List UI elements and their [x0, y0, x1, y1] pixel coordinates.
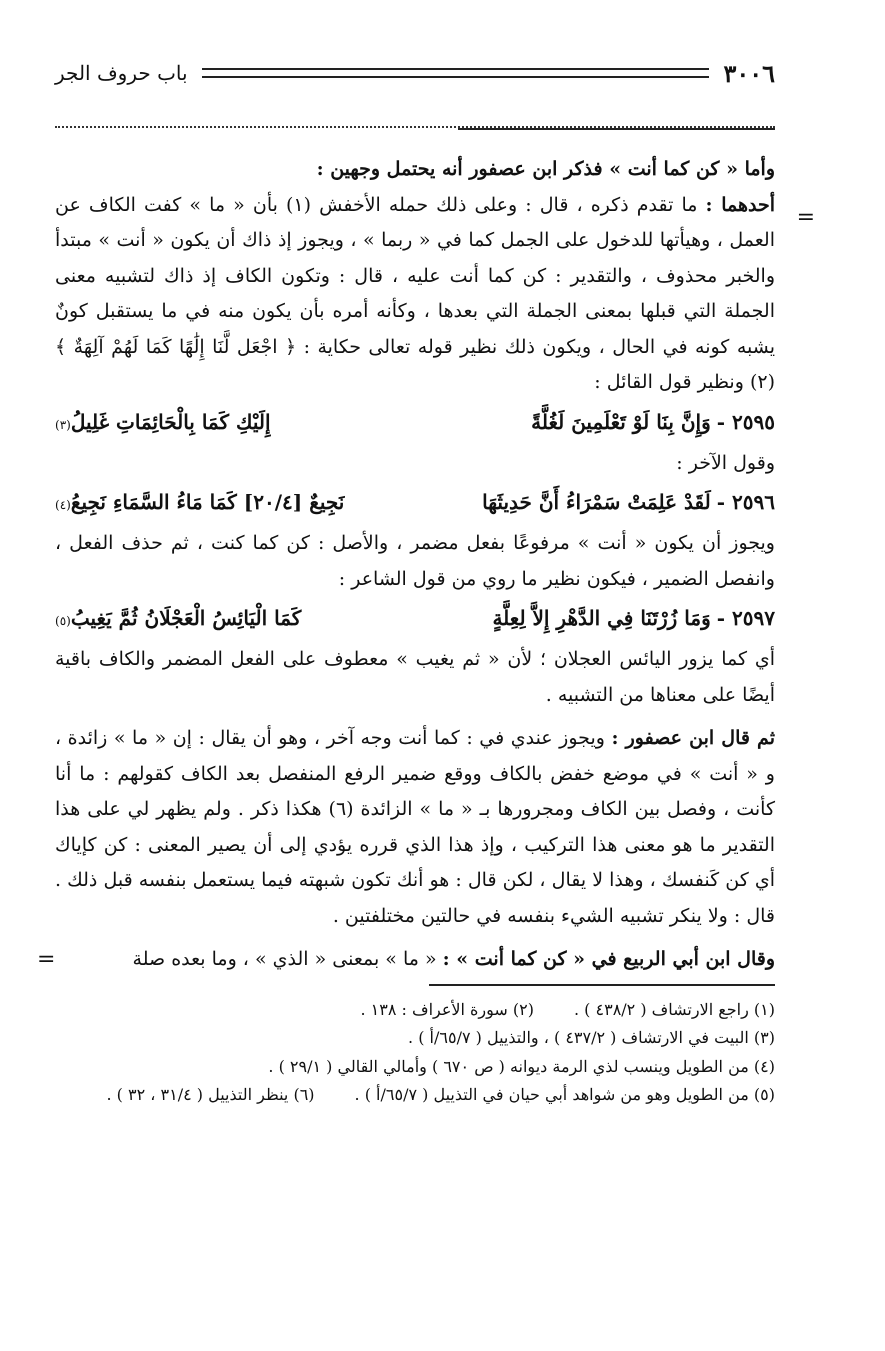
page-number: ٣٠٠٦ — [723, 58, 775, 88]
verse-footnote-ref: (٤) — [55, 498, 71, 512]
paragraph-gap — [55, 713, 775, 721]
paragraph-gap — [55, 934, 775, 942]
verse-first-hemistich: وَمَا زُرْتَنَا فِي الدَّهْرِ إِلاَّ لِعِلَّةٍ — [492, 606, 711, 630]
page-header — [55, 52, 775, 94]
verse-footnote-ref: (٥) — [55, 614, 71, 628]
document-page — [37, 52, 815, 1110]
dotted-separator — [55, 106, 775, 128]
chapter-title: باب حروف الجر — [55, 61, 188, 85]
ibn-usfur-lead: ثم قال ابن عصفور : — [611, 727, 775, 749]
other-saying-text: وقول الآخر : — [676, 451, 775, 474]
paragraph-second-view — [55, 526, 775, 597]
explanation-text: أي كما يزور اليائس العجلان ؛ لأن « ثم يغيب » معطوف على الفعل المضمر والكاف باقية أيضًا على معناها من التشبيه . — [55, 648, 775, 706]
footnote-row — [55, 996, 775, 1025]
first-view-text: ما تقدم ذكره ، قال : وعلى ذلك حمله الأخفش (١) بأن « ما » كفت الكاف عن العمل ، وهيأتها للدخول على الجمل كما في « ربما » ، ويجوز إذ ذاك أن يكون « أنت » مبتدأ والخبر محذوف ، والتقدير : كن كما أنت عليه ، قال : وتكون الكاف إذ ذاك لتشبيه معنى الجملة التي قبلها بمعنى الجملة التي بعدها ، وكأنه أمره بأن يكون منه في ما يستقبل كونٌ يشبه كونه في الحال ، ويكون ذلك نظير قوله تعالى حكاية : ﴿ اجْعَل لَّنَا إِلَٰهًا كَمَا لَهُمْ آلِهَةٌ ﴾ (٢) ونظير قول القائل : — [55, 193, 775, 393]
paragraph-intro-lead: وأما « كن كما أنت » فذكر ابن عصفور أنه يحتمل وجهين : — [316, 158, 775, 180]
verse-footnote-ref: (٣) — [55, 417, 71, 432]
footnote-6: (٦) ينظر التذييل ( ٣١/٤ ، ٣٢ ) . — [106, 1085, 315, 1104]
verse-2597 — [55, 599, 775, 640]
footnote-3: (٣) البيت في الارتشاف ( ٤٣٧/٢ ) ، والتذييل ( ٦٥/٧/أ ) . — [408, 1028, 775, 1047]
footnotes — [55, 996, 775, 1110]
continuation-mark-bottom: = — [37, 947, 56, 972]
second-view-text: ويجوز أن يكون « أنت » مرفوعًا بفعل مضمر ، والأصل : كن كما كنت ، ثم حذف الفعل ، وانفصل الضمير ، فيكون نظير ما روي من قول الشاعر : — [55, 532, 775, 590]
footnote-5: (٥) من الطويل وهو من شواهد أبي حيان في التذييل ( ٦٥/٧/أ ) . — [354, 1085, 775, 1104]
paragraph-other-saying — [55, 446, 775, 482]
verse-2595 — [55, 403, 775, 444]
separator-rule — [458, 128, 775, 130]
paragraph-explanation — [55, 642, 775, 713]
paragraph-first-view — [55, 188, 775, 401]
footnote-4: (٤) من الطويل وينسب لذي الرمة ديوانه ( ص ٦٧٠ ) وأمالي القالي ( ٢٩/١ ) . — [268, 1056, 775, 1076]
footnote-rule — [429, 984, 775, 986]
verse-first-hemistich: وَإِنَّ بِنَا لَوْ تَعْلَمِينَ لَغُلَّةً — [531, 409, 711, 434]
ibn-usfur-text: ويجوز عندي في : كما أنت وجه آخر ، وهو أن يقال : إن « ما » زائدة ، و « أنت » في موضع خفض بالكاف ووقع ضمير الرفع المنفصل بعد الكاف كقولهم : ما أنا كأنت ، وفصل بين الكاف ومجرورها بـ « ما » الزائدة (٦) هكذا ذكر . ولم يظهر لي على هذا التقدير ما هو معنى هذا التركيب ، وإذ هذا الذي قرره يؤدي إلى أن يصير المعنى : كن كإياك أي كن كَنفسك ، وهذا لا يقال ، لكن قال : هو أنك تكون شبهته فيما يستعمل بنفسه قبل ذلك . قال : ولا ينكر تشبيه الشيء بنفسه في حالتين مختلفتين . — [55, 727, 776, 927]
verse-2596 — [55, 483, 775, 524]
first-view-lead: أحدهما : — [705, 193, 775, 216]
paragraph-ibn-usfur — [55, 721, 775, 934]
verse-second-hemistich: كَمَا الْيَائِسُ الْعَجْلَانُ ثُمَّ يَغِيبُ — [70, 606, 302, 630]
header-double-rule — [202, 68, 710, 78]
continuation-mark-top: = — [796, 205, 815, 230]
paragraph-ibn-abi-rabi — [37, 942, 775, 978]
verse-number: ٢٥٩٥ - — [716, 409, 775, 434]
verse-second-hemistich: إِلَيْكِ كَمَا بِالْحَائِمَاتِ غَلِيلُ — [70, 409, 271, 434]
verse-number: ٢٥٩٧ - — [716, 606, 775, 630]
verse-number: ٢٥٩٦ - — [716, 490, 775, 514]
footnote-2: (٢) سورة الأعراف : ١٣٨ . — [360, 999, 534, 1019]
ibn-abi-rabi-text: « ما » بمعنى « الذي » ، وما بعده صلة — [132, 948, 437, 970]
footnote-row — [55, 1081, 775, 1110]
paragraph-intro — [55, 152, 775, 188]
footnote-1: (١) راجع الارتشاف ( ٤٣٨/٢ ) . — [574, 999, 775, 1019]
ibn-abi-rabi-lead: وقال ابن أبي الربيع في « كن كما أنت » : — [442, 948, 775, 970]
main-text — [37, 152, 815, 978]
verse-first-hemistich: لَقَدْ عَلِمَتْ سَمْرَاءُ أَنَّ حَدِيثَهَا — [482, 490, 711, 514]
verse-second-hemistich: نَجِيعٌ [٢٠/٤] كَمَا مَاءُ السَّمَاءِ نَجِيعُ — [70, 490, 345, 514]
